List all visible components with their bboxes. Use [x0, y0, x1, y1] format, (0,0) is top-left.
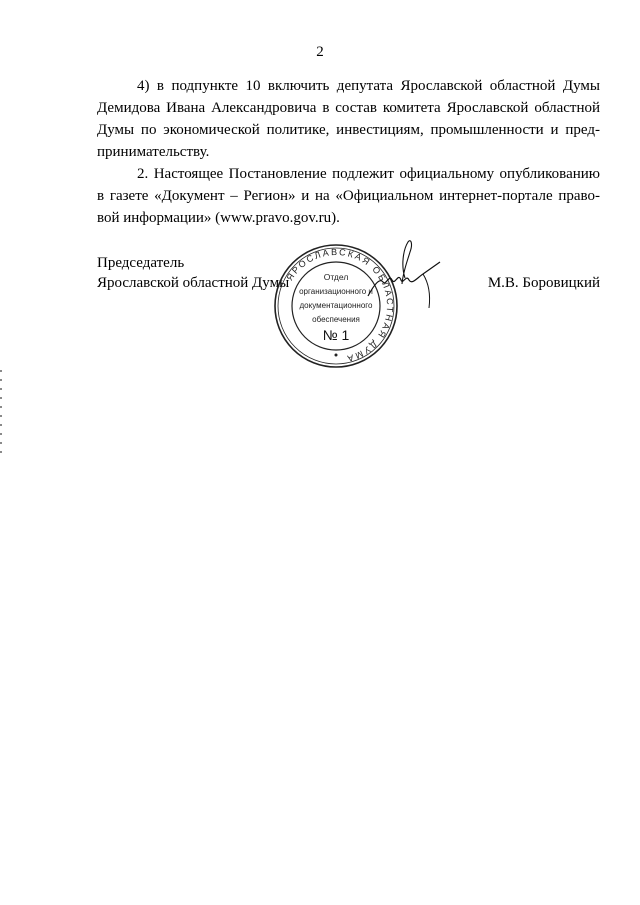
signatory-title-line1: Председатель: [97, 255, 185, 271]
paragraph-publication: [97, 163, 600, 229]
document-body: [97, 75, 600, 229]
text-line: Думы по экономической политике, инвестициям, промышленности и пред-: [97, 122, 600, 138]
stamp-line-2: организационного и: [299, 287, 373, 296]
signatory-name: М.В. Боровицкий: [487, 275, 600, 291]
scan-edge-marks: [0, 370, 2, 460]
signatory-title-line2: Ярославской областной Думы: [97, 275, 290, 291]
text-line: в газете «Документ – Регион» и на «Официальном интернет-портале право-: [97, 188, 600, 204]
stamp-line-1: Отдел: [323, 272, 349, 282]
text-line: 4) в подпункте 10 включить депутата Ярославской областной Думы: [137, 78, 600, 94]
stamp-line-4: обеспечения: [312, 315, 360, 324]
text-line: принимательству.: [97, 144, 210, 160]
stamp-outer-text: ЯРОСЛАВСКАЯ ОБЛАСТНАЯ ДУМА: [284, 246, 396, 365]
text-line: Демидова Ивана Александровича в состав комитета Ярославской областной: [97, 100, 600, 116]
paragraph-amendment: [97, 75, 600, 163]
text-line: вой информации» (www.pravo.gov.ru).: [97, 210, 340, 226]
stamp-number: № 1: [322, 327, 350, 343]
page-number: 2: [316, 44, 324, 60]
stamp-line-3: документационного: [299, 301, 373, 310]
signatory-title: [97, 253, 289, 293]
text-line: 2. Настоящее Постановление подлежит официальному опубликованию: [137, 166, 600, 182]
handwritten-signature: [365, 238, 450, 313]
